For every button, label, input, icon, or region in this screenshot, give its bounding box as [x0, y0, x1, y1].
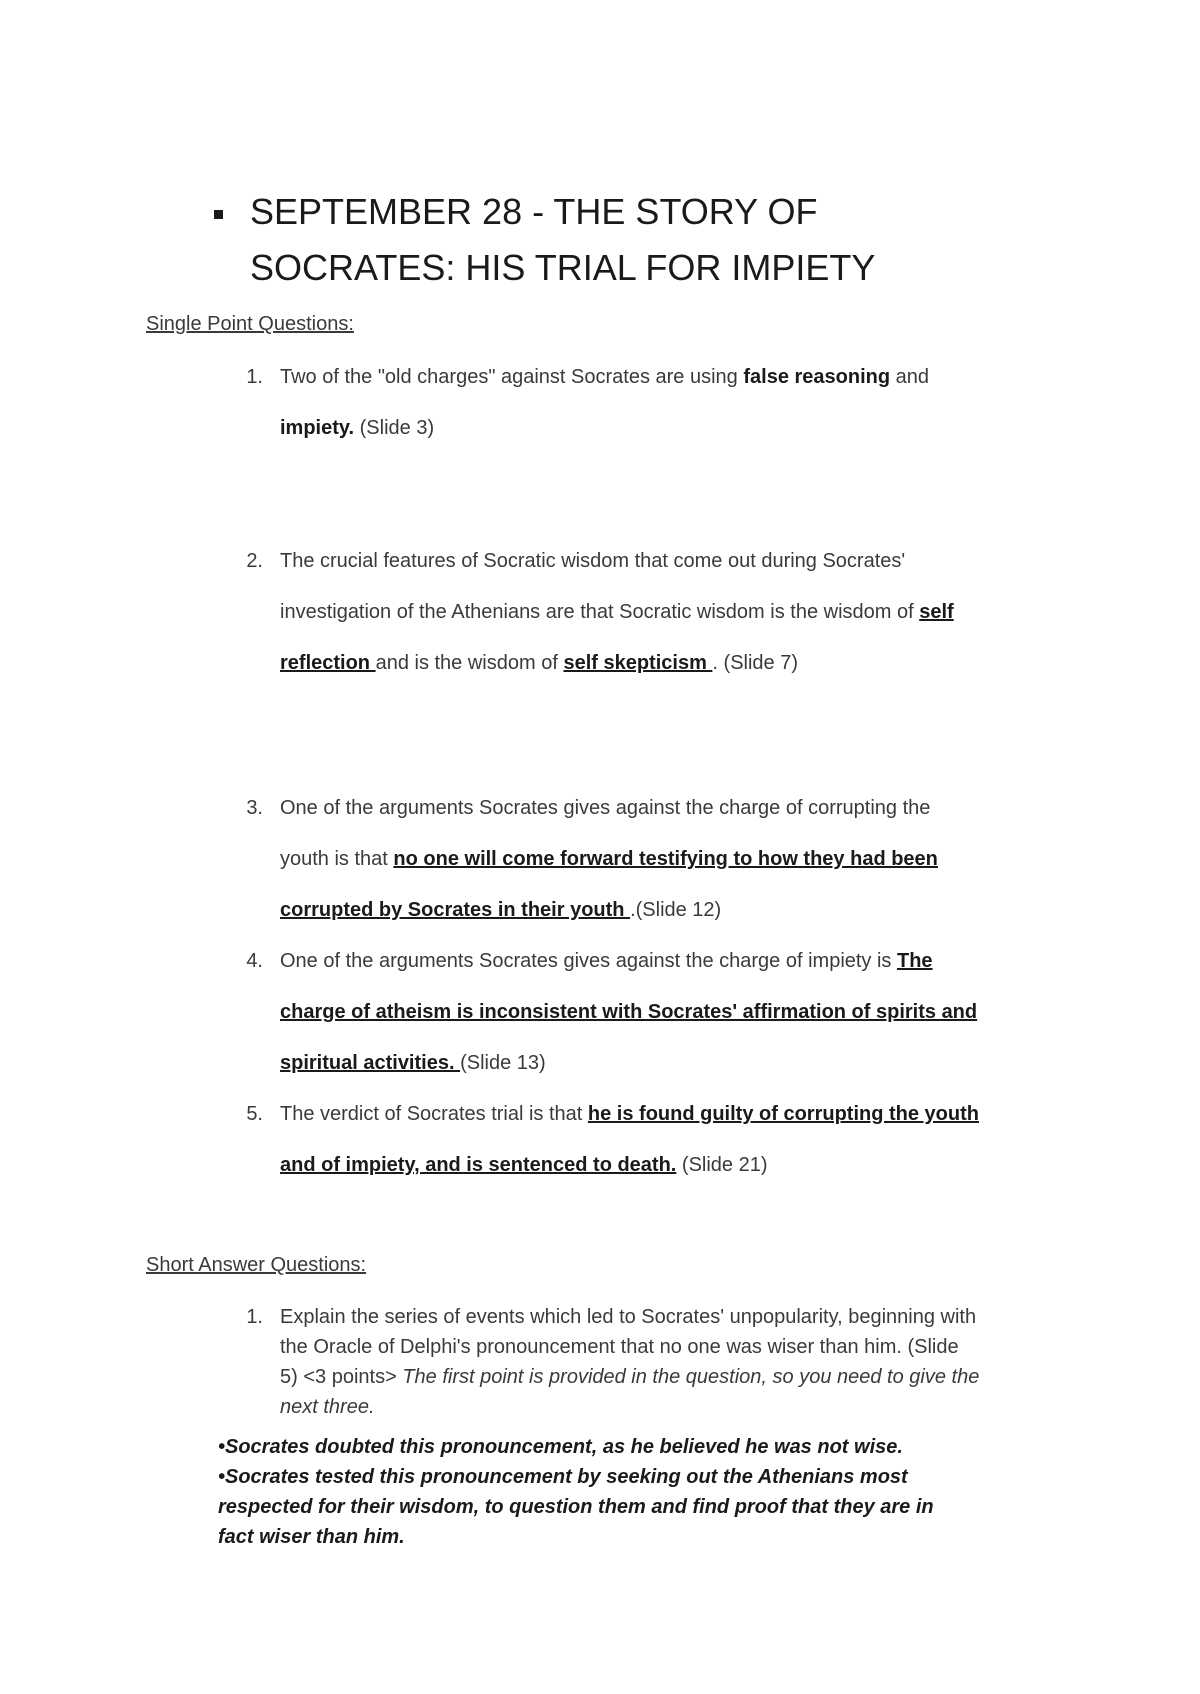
- question-number: 2.: [246, 550, 263, 572]
- answer-line: fact wiser than him.: [218, 1526, 405, 1548]
- question-number: 3.: [246, 797, 263, 819]
- question-number: 5.: [246, 1103, 263, 1125]
- answer-line: •Socrates doubted this pronouncement, as he believed he was not wise.: [218, 1436, 903, 1458]
- answer-text: he is found guilty of corrupting the youth: [587, 1103, 979, 1125]
- heading-line-2: SOCRATES: HIS TRIAL FOR IMPIETY: [250, 247, 876, 288]
- answer-text: charge of atheism is inconsistent with Socrates' affirmation of spirits and: [280, 1001, 978, 1023]
- question-number: 1.: [246, 1306, 263, 1328]
- question-4-line-2: [280, 1001, 977, 1024]
- question-2-line-3: [280, 652, 798, 675]
- answer-text: impiety.: [280, 417, 355, 439]
- short-question-line-3: [280, 1366, 979, 1389]
- question-text: investigation of the Athenians are that Socratic wisdom is the wisdom of: [280, 601, 920, 623]
- answer-line: respected for their wisdom, to question them and find proof that they are in: [218, 1496, 934, 1518]
- short-question-line-4: next three.: [280, 1396, 375, 1418]
- answer-text: and of impiety, and is sentenced to death.: [280, 1154, 677, 1176]
- question-5-line-2: [280, 1154, 768, 1177]
- question-1-line-1: [280, 366, 929, 389]
- heading-line-1: SEPTEMBER 28 - THE STORY OF: [250, 191, 818, 232]
- answer-text: no one will come forward testifying to how they had been: [393, 848, 938, 870]
- short-answer-label: Short Answer Questions:: [146, 1254, 367, 1276]
- answer-line: •Socrates tested this pronouncement by seeking out the Athenians most: [218, 1466, 908, 1488]
- slide-ref: (Slide 13): [460, 1052, 546, 1074]
- heading-text: [250, 184, 1090, 296]
- answer-text: false reasoning: [743, 366, 891, 388]
- slide-ref: (Slide 21): [676, 1154, 768, 1176]
- question-text: youth is that: [280, 848, 394, 870]
- instruction-text: The first point is provided in the question, so you need to give the: [402, 1366, 980, 1388]
- question-text: One of the arguments Socrates gives against the charge of impiety is: [280, 950, 897, 972]
- question-2-line-1: The crucial features of Socratic wisdom that come out during Socrates': [280, 550, 906, 572]
- answer-text: reflection: [280, 652, 376, 674]
- question-3-line-3: [280, 899, 721, 922]
- answer-text: self skepticism: [563, 652, 713, 674]
- slide-ref: .(Slide 12): [630, 899, 722, 921]
- slide-ref: (Slide 3): [354, 417, 435, 439]
- short-question-line-2: the Oracle of Delphi's pronouncement that no one was wiser than him. (Slide: [280, 1336, 959, 1358]
- question-text: and: [890, 366, 930, 388]
- question-text: 5) <3 points>: [280, 1366, 403, 1388]
- question-3-line-1: One of the arguments Socrates gives against the charge of corrupting the: [280, 797, 931, 819]
- answer-text: The: [897, 950, 933, 972]
- question-2-line-2: [280, 601, 954, 624]
- question-1-line-2: [280, 417, 434, 440]
- question-text: The verdict of Socrates trial is that: [280, 1103, 588, 1125]
- short-question-line-1: Explain the series of events which led to Socrates' unpopularity, beginning with: [280, 1306, 977, 1328]
- slide-ref: . (Slide 7): [712, 652, 799, 674]
- question-5-line-1: [280, 1103, 979, 1126]
- answer-text: self: [919, 601, 954, 623]
- question-number: 4.: [246, 950, 263, 972]
- single-point-label: Single Point Questions:: [146, 313, 354, 335]
- question-number: 1.: [246, 366, 263, 388]
- question-text: Two of the "old charges" against Socrates are using: [280, 366, 744, 388]
- question-4-line-3: [280, 1052, 546, 1075]
- square-bullet-icon: [214, 210, 223, 219]
- question-4-line-1: [280, 950, 933, 973]
- question-3-line-2: [280, 848, 938, 871]
- answer-text: spiritual activities.: [280, 1052, 461, 1074]
- answer-text: corrupted by Socrates in their youth: [280, 899, 631, 921]
- question-text: and is the wisdom of: [375, 652, 564, 674]
